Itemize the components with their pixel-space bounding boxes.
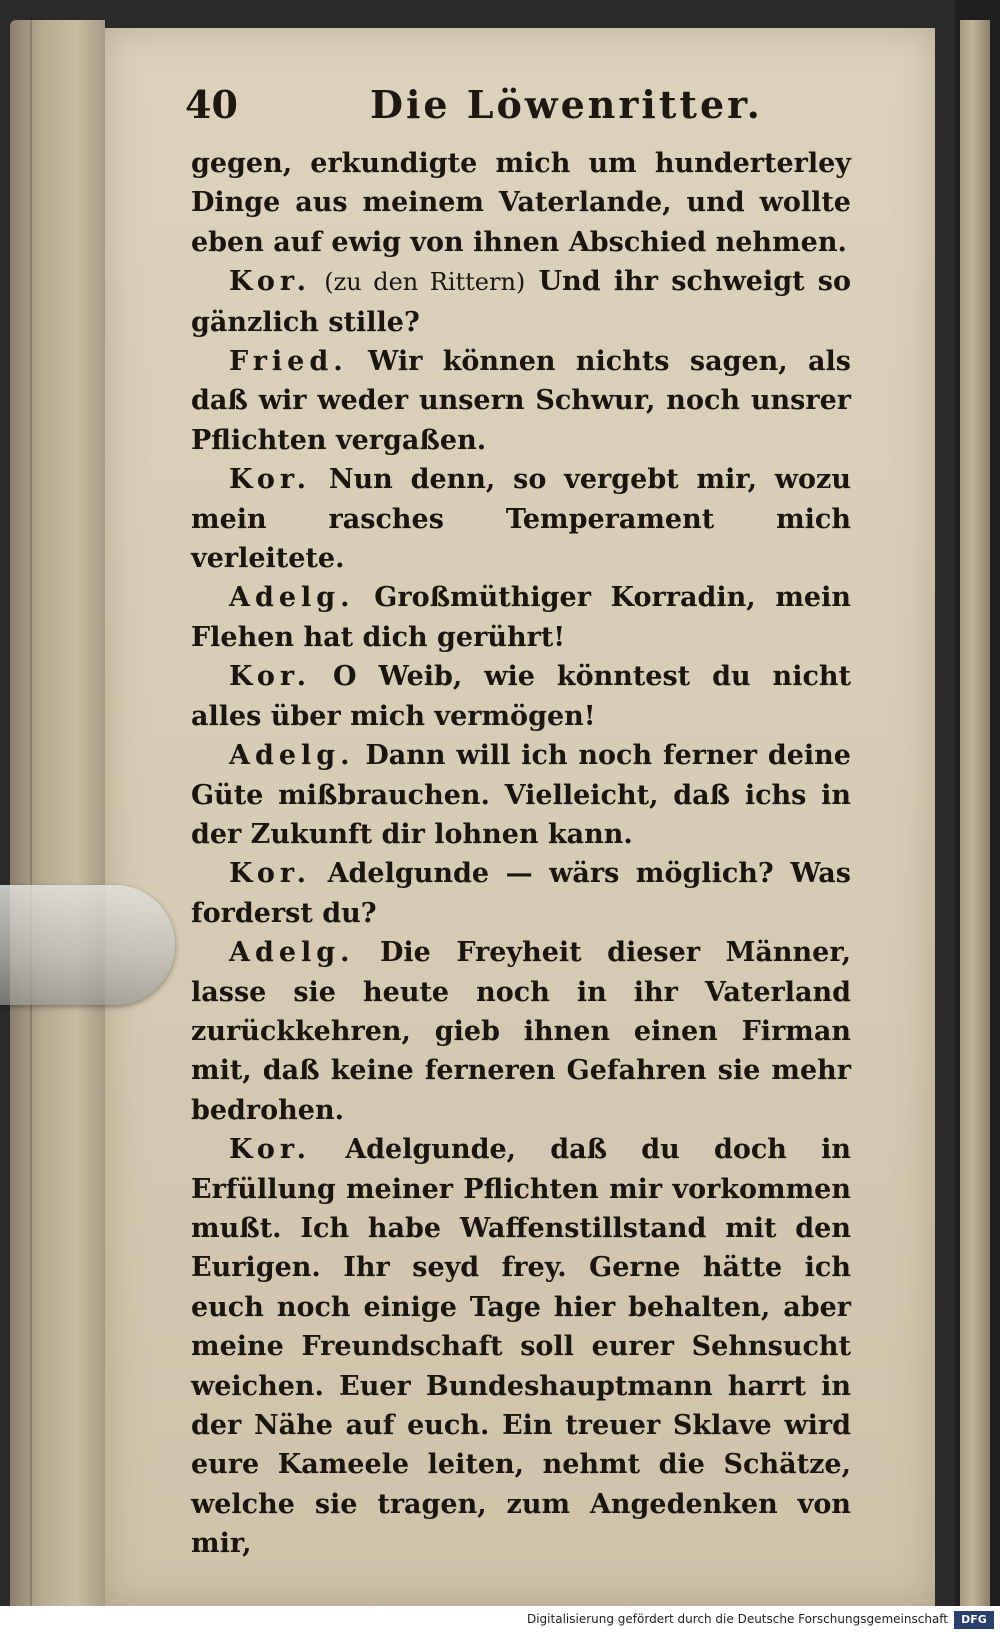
speaker-name: Kor. [229, 661, 312, 693]
page-number: 40 [185, 82, 238, 127]
paragraph [191, 578, 851, 657]
stage-direction: (zu den Rittern) [324, 268, 526, 297]
paragraph [191, 736, 851, 854]
speaker-name: Kor. [229, 464, 312, 496]
speaker-name: Adelg. [229, 740, 355, 772]
paragraph-text: gegen, erkundigte mich um hunderterley Dinge aus meinem Vaterlande, und wollte eben auf ewig von ihnen Abschied nehmen. [191, 148, 851, 258]
paragraph [191, 144, 851, 262]
paragraph [191, 933, 851, 1130]
paragraph-text: Großmüthiger Korradin, mein Flehen hat dich gerührt! [191, 582, 852, 653]
paragraph [191, 262, 851, 342]
dfg-logo: DFG [954, 1611, 994, 1629]
paragraph-text: Wir können nichts sagen, als daß wir weder unsern Schwur, noch unsrer Pflichten vergaßen. [191, 346, 851, 456]
running-title: Die Löwenritter. [370, 82, 763, 127]
paragraph [191, 657, 851, 736]
paragraph-text: Dann will ich noch ferner deine Güte mißbrauchen. Vielleicht, daß ichs in der Zukunft dir lohnen kann. [191, 740, 851, 850]
paragraph-text: O Weib, wie könntest du nicht alles über mich vermögen! [191, 661, 851, 732]
speaker-name: Adelg. [229, 582, 355, 614]
paragraph-text: Adelgunde, daß du doch in Erfüllung meiner Pflichten mir vorkommen mußt. Ich habe Waffenstillstand mit den Eurigen. Ihr seyd frey. Gerne hätte ich euch noch einige Tage hier behalten, aber meine Freundschaft soll eurer Sehnsucht weichen. Euer Bundeshauptmann harrt in der Nähe auf euch. Ein treuer Sklave wird eure Kameele leiten, nehmt die Schätze, welche sie tragen, zum Angedenken von mir, [191, 1134, 851, 1560]
paragraph [191, 1130, 851, 1563]
book-page [105, 28, 935, 1606]
paragraph [191, 854, 851, 933]
body-text [191, 144, 851, 1564]
speaker-name: Fried. [229, 346, 348, 378]
book-page-stack-left [10, 20, 105, 1620]
footer-bar [0, 1606, 1000, 1635]
paragraph-text: Die Freyheit dieser Männer, lasse sie heute noch in ihr Vaterland zurückkehren, gieb ihnen einen Firman mit, daß keine ferneren Gefahren sie mehr bedrohen. [191, 937, 851, 1126]
speaker-name: Kor. [229, 858, 312, 890]
paragraph-text: Und ihr schweigt so gänzlich stille? [191, 266, 852, 338]
speaker-name: Adelg. [229, 937, 355, 969]
paragraph-text: Adelgunde — wärs möglich? Was forderst du? [191, 858, 851, 929]
book-page-edge-right [960, 20, 990, 1620]
paragraph-text: Nun denn, so vergebt mir, wozu mein rasches Temperament mich verleitete. [191, 464, 851, 575]
page-holder-clip [0, 885, 175, 1005]
paragraph [191, 460, 851, 578]
speaker-name: Kor. [229, 266, 312, 298]
funding-credit: Digitalisierung gefördert durch die Deutsche Forschungsgemeinschaft [526, 1612, 948, 1626]
page-header [185, 76, 885, 136]
paragraph [191, 342, 851, 460]
speaker-name: Kor. [229, 1134, 312, 1166]
